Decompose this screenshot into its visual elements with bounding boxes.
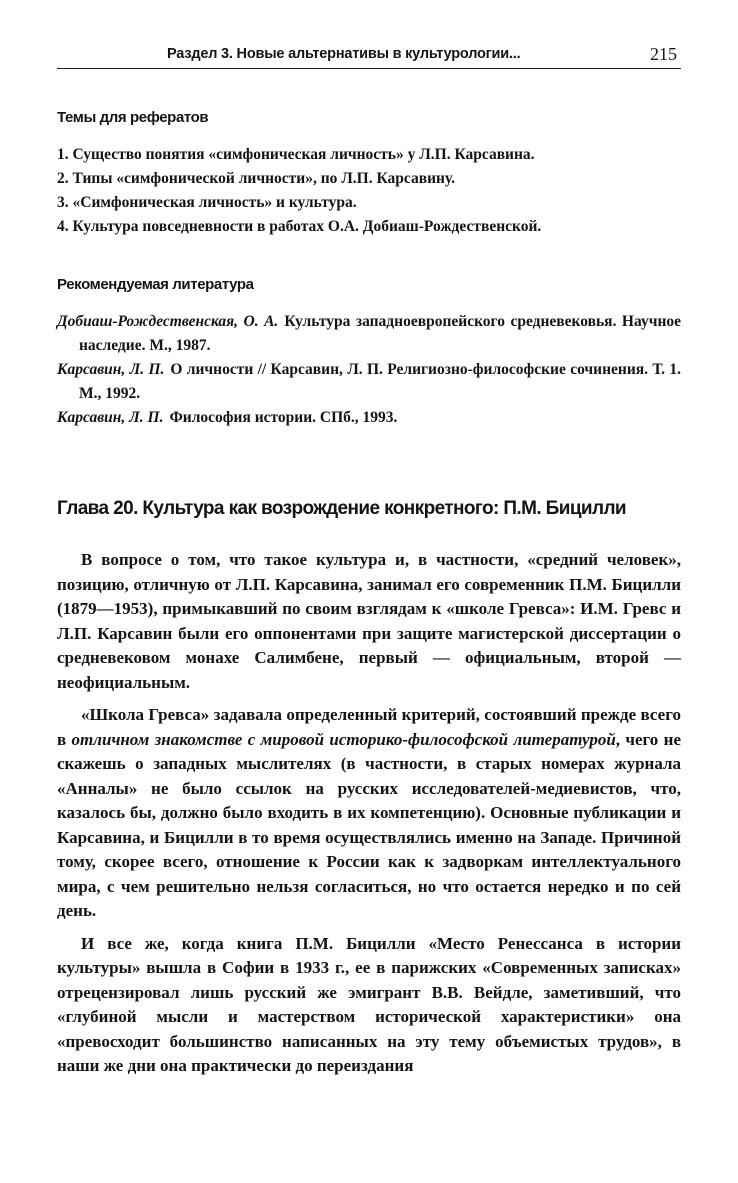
literature-author: Добиаш-Рождественская, О. А. (57, 313, 279, 330)
chapter-title: Глава 20. Культура как возрождение конкретного: П.М. Бицилли (57, 498, 626, 519)
running-header (57, 42, 681, 69)
literature-item (57, 310, 681, 358)
literature-text: Культура западноевропейского средневековья. Научное наследие. М., 1987. (79, 313, 682, 354)
running-header-title: Раздел 3. Новые альтернативы в культурологии... (167, 46, 521, 62)
paragraph-text: «Школа Гревса» задавала определенный критерий, состоявший прежде всего в (57, 705, 681, 749)
literature-item (57, 358, 681, 406)
paragraph-emphasis: отличном знакомстве с мировой историко-философской литературой (71, 729, 616, 749)
paragraph: И все же, когда книга П.М. Бицилли «Место Ренессанса в истории культуры» вышла в Софии в 1933 г., ее в парижских «Современных записках» отрецензировал лишь русский же эмигрант В.В. Вейдле, заметивший, что «глубиной мысли и мастерством исторической характеристики» она «превосходит большинство написанных на эту тему объемистых трудов», в наши же дни она практически до переиздания (57, 933, 681, 1075)
topic-item: 4. Культура повседневности в работах О.А. Добиаш-Рождественской. (57, 218, 542, 235)
topic-item: 2. Типы «симфонической личности», по Л.П. Карсавину. (57, 170, 456, 187)
page-number: 215 (650, 44, 677, 64)
literature-item (57, 406, 681, 430)
paragraph (57, 703, 681, 924)
literature-text: О личности // Карсавин, Л. П. Религиозно-философские сочинения. Т. 1. М., 1992. (79, 361, 681, 402)
literature-heading: Рекомендуемая литература (57, 276, 254, 293)
topics-heading: Темы для рефератов (57, 109, 209, 126)
topic-item: 1. Существо понятия «симфоническая личность» у Л.П. Карсавина. (57, 146, 535, 163)
chapter-body (57, 548, 681, 1087)
topic-item: 3. «Симфоническая личность» и культура. (57, 194, 357, 211)
literature-author: Карсавин, Л. П. (57, 409, 164, 426)
literature-author: Карсавин, Л. П. (57, 361, 165, 378)
literature-list (57, 310, 681, 430)
topics-list (57, 143, 681, 239)
paragraph: В вопросе о том, что такое культура и, в частности, «средний человек», позицию, отличную от Л.П. Карсавина, занимал его современник П.М. Бицилли (1879—1953), примыкавший по своим взглядам к «школе Гревса»: И.М. Гревс и Л.П. Карсавин были его оппонентами при защите магистерской диссертации о средневековом монахе Салимбене, первый — официальным, второй — неофициальным. (57, 550, 681, 692)
paragraph-text: , чего не скажешь о западных мыслителях (в частности, в старых номерах журнала «Анналы» не было ссылок на русских исследователей-медиевистов, что, казалось бы, должно было входить в их компетенцию). Основные публикации и Карсавина, и Бицилли в то время осуществлялись именно на Западе. Причиной тому, скорее всего, отношение к России как к задворкам интеллектуального мира, с чем решительно нельзя согласиться, но что остается нередко и по сей день. (57, 729, 682, 920)
literature-text: Философия истории. СПб., 1993. (169, 409, 398, 426)
